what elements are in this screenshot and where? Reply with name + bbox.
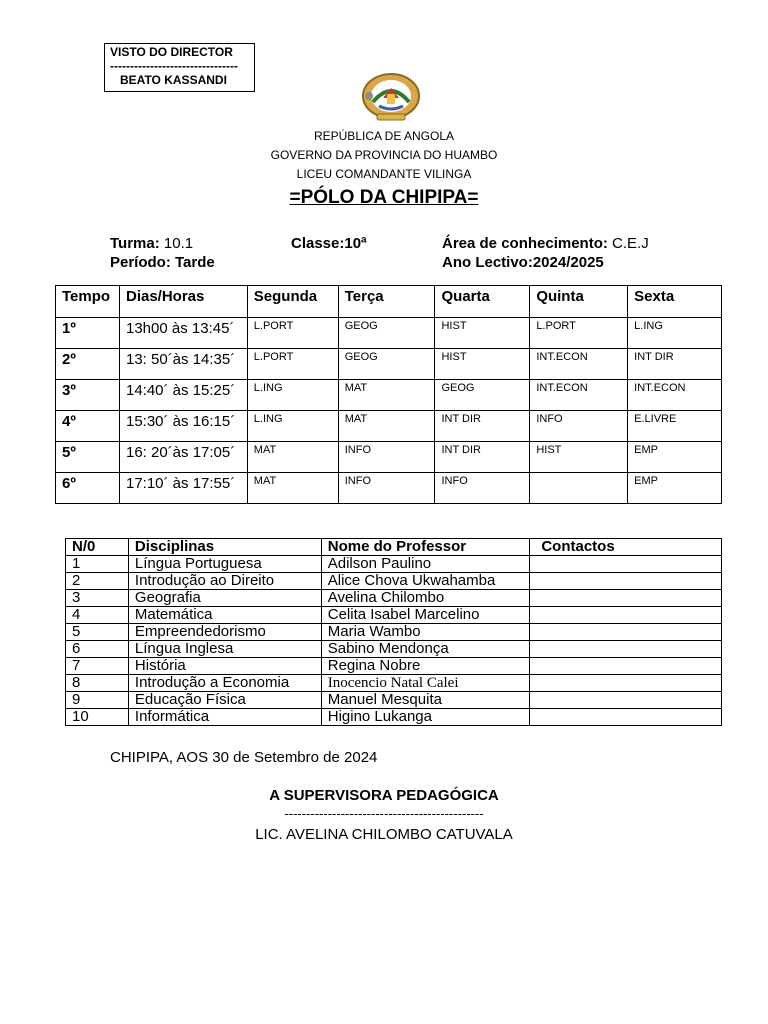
table-row <box>66 607 722 624</box>
table-row <box>56 380 722 411</box>
discipline-cell: Introdução ao Direito <box>128 573 321 590</box>
teachers-header-row <box>66 539 722 556</box>
teacher-cell: Sabino Mendonça <box>321 641 530 658</box>
teacher-cell: Inocencio Natal Calei <box>321 675 530 692</box>
subject-cell: INT DIR <box>628 349 722 380</box>
number-cell: 7 <box>66 658 129 675</box>
column-header: Segunda <box>247 286 338 318</box>
contact-cell <box>530 556 722 573</box>
schedule-table <box>55 285 722 504</box>
ano-lectivo-field: Ano Lectivo:2024/2025 <box>442 254 604 271</box>
subject-cell: INT.ECON <box>530 380 628 411</box>
hours-cell: 13h00 às 13:45´ <box>119 318 247 349</box>
column-header: Terça <box>338 286 435 318</box>
subject-cell <box>530 473 628 504</box>
number-cell: 8 <box>66 675 129 692</box>
angola-coat-of-arms-icon <box>359 72 423 124</box>
hours-cell: 17:10´ às 17:55´ <box>119 473 247 504</box>
tempo-cell: 4º <box>56 411 120 442</box>
hours-cell: 15:30´ às 16:15´ <box>119 411 247 442</box>
column-header: Dias/Horas <box>119 286 247 318</box>
contact-cell <box>530 692 722 709</box>
column-header: Quinta <box>530 286 628 318</box>
table-row <box>66 556 722 573</box>
subject-cell: GEOG <box>435 380 530 411</box>
table-row <box>66 675 722 692</box>
page-title: =PÓLO DA CHIPIPA= <box>289 187 479 208</box>
subject-cell: L.PORT <box>530 318 628 349</box>
number-cell: 5 <box>66 624 129 641</box>
teacher-cell: Maria Wambo <box>321 624 530 641</box>
column-header: Contactos <box>530 539 722 556</box>
number-cell: 9 <box>66 692 129 709</box>
discipline-cell: Matemática <box>128 607 321 624</box>
column-header: Quarta <box>435 286 530 318</box>
area-field: Área de conhecimento: C.E.J <box>442 235 649 252</box>
table-row <box>56 349 722 380</box>
schedule-header-row <box>56 286 722 318</box>
discipline-cell: Educação Física <box>128 692 321 709</box>
column-header: Tempo <box>56 286 120 318</box>
supervisor-role: A SUPERVISORA PEDAGÓGICA <box>269 787 499 804</box>
signature-line: ---------------------------------------------- <box>284 806 484 821</box>
supervisor-name: LIC. AVELINA CHILOMBO CATUVALA <box>255 826 513 843</box>
contact-cell <box>530 658 722 675</box>
subject-cell: INT DIR <box>435 442 530 473</box>
table-row <box>66 709 722 726</box>
column-header: Sexta <box>628 286 722 318</box>
stamp-signature-line: -------------------------------- <box>110 59 238 73</box>
header-republic: REPÚBLICA DE ANGOLA <box>313 129 455 143</box>
number-cell: 10 <box>66 709 129 726</box>
teachers-table <box>65 538 722 726</box>
hours-cell: 14:40´ às 15:25´ <box>119 380 247 411</box>
subject-cell: HIST <box>435 318 530 349</box>
classe-field: Classe:10ª <box>291 235 367 252</box>
place-date: CHIPIPA, AOS 30 de Setembro de 2024 <box>110 749 378 766</box>
subject-cell: MAT <box>247 473 338 504</box>
tempo-cell: 1º <box>56 318 120 349</box>
subject-cell: GEOG <box>338 349 435 380</box>
subject-cell: EMP <box>628 473 722 504</box>
discipline-cell: Língua Inglesa <box>128 641 321 658</box>
contact-cell <box>530 675 722 692</box>
column-header: Disciplinas <box>128 539 321 556</box>
contact-cell <box>530 624 722 641</box>
subject-cell: E.LIVRE <box>628 411 722 442</box>
tempo-cell: 5º <box>56 442 120 473</box>
table-row <box>66 573 722 590</box>
teacher-cell: Celita Isabel Marcelino <box>321 607 530 624</box>
number-cell: 2 <box>66 573 129 590</box>
subject-cell: INFO <box>435 473 530 504</box>
tempo-cell: 2º <box>56 349 120 380</box>
table-row <box>66 658 722 675</box>
contact-cell <box>530 709 722 726</box>
subject-cell: INFO <box>338 442 435 473</box>
discipline-cell: Empreendedorismo <box>128 624 321 641</box>
number-cell: 6 <box>66 641 129 658</box>
table-row <box>56 411 722 442</box>
header-school: LICEU COMANDANTE VILINGA <box>296 167 472 181</box>
subject-cell: MAT <box>247 442 338 473</box>
table-row <box>66 590 722 607</box>
discipline-cell: Informática <box>128 709 321 726</box>
discipline-cell: História <box>128 658 321 675</box>
number-cell: 3 <box>66 590 129 607</box>
subject-cell: MAT <box>338 380 435 411</box>
teacher-cell: Alice Chova Ukwahamba <box>321 573 530 590</box>
discipline-cell: Geografia <box>128 590 321 607</box>
subject-cell: INT DIR <box>435 411 530 442</box>
table-row <box>66 624 722 641</box>
table-row <box>66 692 722 709</box>
subject-cell: MAT <box>338 411 435 442</box>
contact-cell <box>530 607 722 624</box>
subject-cell: INT.ECON <box>628 380 722 411</box>
subject-cell: L.PORT <box>247 349 338 380</box>
column-header: Nome do Professor <box>321 539 530 556</box>
table-row <box>56 442 722 473</box>
hours-cell: 16: 20´às 17:05´ <box>119 442 247 473</box>
discipline-cell: Introdução a Economia <box>128 675 321 692</box>
subject-cell: INFO <box>338 473 435 504</box>
subject-cell: L.ING <box>247 411 338 442</box>
turma-field: Turma: 10.1 <box>110 235 194 252</box>
contact-cell <box>530 590 722 607</box>
header-government: GOVERNO DA PROVINCIA DO HUAMBO <box>270 148 498 162</box>
discipline-cell: Língua Portuguesa <box>128 556 321 573</box>
number-cell: 4 <box>66 607 129 624</box>
tempo-cell: 6º <box>56 473 120 504</box>
teacher-cell: Regina Nobre <box>321 658 530 675</box>
table-row <box>56 473 722 504</box>
table-row <box>56 318 722 349</box>
stamp-title: VISTO DO DIRECTOR <box>110 45 233 59</box>
number-cell: 1 <box>66 556 129 573</box>
teacher-cell: Avelina Chilombo <box>321 590 530 607</box>
teacher-cell: Adilson Paulino <box>321 556 530 573</box>
stamp-name: BEATO KASSANDI <box>120 73 227 87</box>
subject-cell: L.PORT <box>247 318 338 349</box>
periodo-field: Período: Tarde <box>110 254 215 271</box>
director-stamp-box <box>104 43 255 92</box>
table-row <box>66 641 722 658</box>
hours-cell: 13: 50´às 14:35´ <box>119 349 247 380</box>
subject-cell: GEOG <box>338 318 435 349</box>
subject-cell: L.ING <box>628 318 722 349</box>
contact-cell <box>530 573 722 590</box>
teacher-cell: Higino Lukanga <box>321 709 530 726</box>
contact-cell <box>530 641 722 658</box>
subject-cell: HIST <box>530 442 628 473</box>
subject-cell: HIST <box>435 349 530 380</box>
subject-cell: L.ING <box>247 380 338 411</box>
subject-cell: INFO <box>530 411 628 442</box>
subject-cell: EMP <box>628 442 722 473</box>
tempo-cell: 3º <box>56 380 120 411</box>
subject-cell: INT.ECON <box>530 349 628 380</box>
column-header: N/0 <box>66 539 129 556</box>
teacher-cell: Manuel Mesquita <box>321 692 530 709</box>
